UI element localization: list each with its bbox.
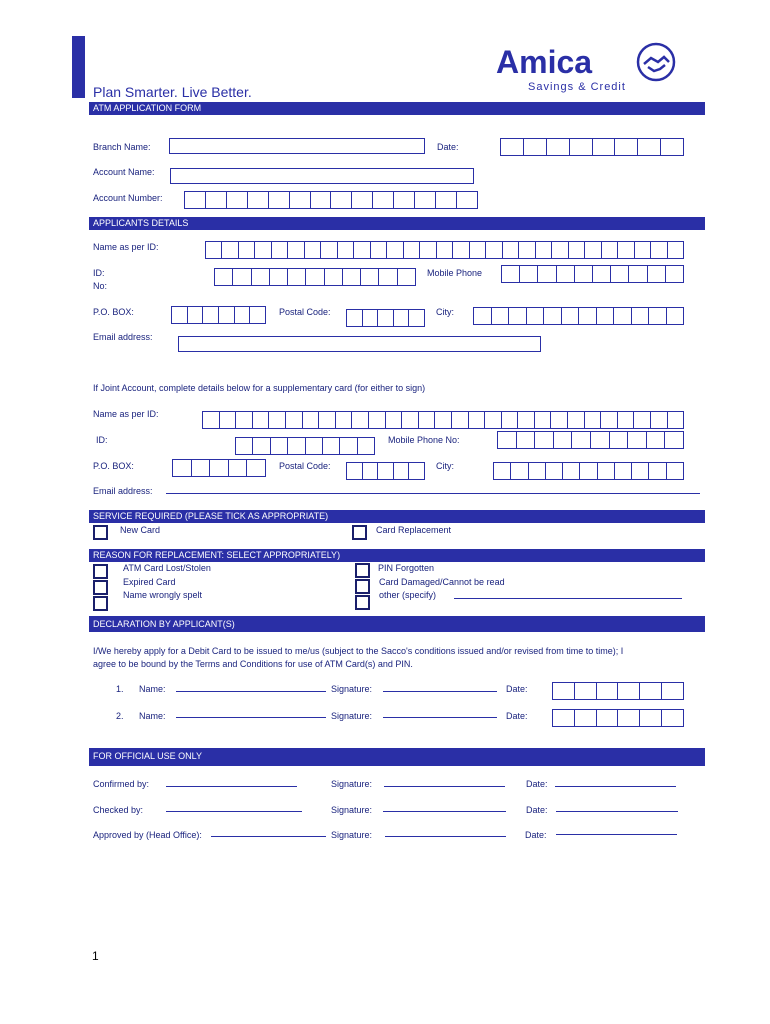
applicant2-name-line[interactable] xyxy=(176,717,326,718)
approved-by-label: Approved by (Head Office): xyxy=(93,830,202,840)
applicant2-signature-label: Signature: xyxy=(331,711,373,721)
account-number-label: Account Number: xyxy=(93,193,163,203)
card-lost-checkbox[interactable] xyxy=(93,564,108,579)
joint-po-box-boxes[interactable] xyxy=(172,459,266,477)
mobile-phone-boxes[interactable] xyxy=(501,265,684,283)
card-damaged-checkbox[interactable] xyxy=(355,579,370,594)
expired-card-label: Expired Card xyxy=(123,577,176,587)
city-boxes[interactable] xyxy=(473,307,684,325)
applicant2-signature-line[interactable] xyxy=(383,717,497,718)
checked-date-label: Date: xyxy=(526,805,548,815)
id-no-label: No: xyxy=(93,281,108,291)
other-specify-line[interactable] xyxy=(454,598,682,599)
postal-code-boxes[interactable] xyxy=(346,309,425,327)
applicant1-date-boxes[interactable] xyxy=(552,682,684,700)
joint-postal-code-label: Postal Code: xyxy=(279,461,331,471)
checked-signature-label: Signature: xyxy=(331,805,373,815)
section-declaration: DECLARATION BY APPLICANT(S) xyxy=(89,616,705,632)
page-number: 1 xyxy=(92,949,99,963)
confirmed-signature-line[interactable] xyxy=(384,786,505,787)
declaration-text-line2: agree to be bound by the Terms and Conditions for use of ATM Card(s) and PIN. xyxy=(93,659,413,669)
other-specify-label: other (specify) xyxy=(379,590,437,600)
approved-by-line[interactable] xyxy=(211,836,326,837)
joint-po-box-label: P.O. BOX: xyxy=(93,461,134,471)
brand-subtitle: Savings & Credit xyxy=(528,81,626,93)
brand-logo-text: Amica xyxy=(496,44,593,80)
section-service-required: SERVICE REQUIRED (PLEASE TICK AS APPROPRIATE) xyxy=(89,510,705,523)
account-number-boxes[interactable] xyxy=(184,191,478,209)
name-misspelt-label: Name wrongly spelt xyxy=(123,590,203,600)
joint-mobile-phone-boxes[interactable] xyxy=(497,431,684,449)
postal-code-label: Postal Code: xyxy=(279,307,331,317)
po-box-label: P.O. BOX: xyxy=(93,307,134,317)
checked-date-line[interactable] xyxy=(556,811,678,812)
section-atm-application: ATM APPLICATION FORM xyxy=(89,102,705,115)
joint-mobile-phone-label: Mobile Phone No: xyxy=(388,435,460,445)
email-label: Email address: xyxy=(93,332,153,342)
checked-signature-line[interactable] xyxy=(383,811,506,812)
date-boxes[interactable] xyxy=(500,138,684,156)
joint-email-line[interactable] xyxy=(166,493,700,494)
applicant2-date-label: Date: xyxy=(506,711,528,721)
applicant1-date-label: Date: xyxy=(506,684,528,694)
declaration-text-line1: I/We hereby apply for a Debit Card to be issued to me/us (subject to the Sacco's conditions issued and/or revised from time to time); I xyxy=(93,646,624,656)
applicant1-number: 1. xyxy=(116,684,124,694)
name-misspelt-checkbox[interactable] xyxy=(93,596,108,611)
card-replacement-checkbox[interactable] xyxy=(352,525,367,540)
name-as-per-id-boxes[interactable] xyxy=(205,241,684,259)
joint-postal-code-boxes[interactable] xyxy=(346,462,425,480)
joint-name-as-per-id-label: Name as per ID: xyxy=(93,409,159,419)
section-reason-replacement: REASON FOR REPLACEMENT: SELECT APPROPRIATELY) xyxy=(89,549,705,562)
confirmed-by-line[interactable] xyxy=(166,786,297,787)
id-label: ID: xyxy=(93,268,105,278)
applicant1-signature-label: Signature: xyxy=(331,684,373,694)
joint-id-label: ID: xyxy=(96,435,108,445)
mobile-phone-label: Mobile Phone xyxy=(427,268,483,278)
handshake-logo-icon xyxy=(636,42,676,82)
po-box-boxes[interactable] xyxy=(171,306,266,324)
new-card-label: New Card xyxy=(120,525,161,535)
joint-account-note: If Joint Account, complete details below for a supplementary card (for either to sign) xyxy=(93,383,426,393)
approved-signature-line[interactable] xyxy=(385,836,506,837)
pin-forgotten-label: PIN Forgotten xyxy=(378,563,435,573)
confirmed-date-line[interactable] xyxy=(555,786,676,787)
date-label: Date: xyxy=(437,142,459,152)
joint-city-label: City: xyxy=(436,461,454,471)
account-name-field[interactable] xyxy=(170,168,474,184)
section-applicants-details: APPLICANTS DETAILS xyxy=(89,217,705,230)
id-number-boxes[interactable] xyxy=(214,268,416,286)
joint-name-as-per-id-boxes[interactable] xyxy=(202,411,684,429)
approved-signature-label: Signature: xyxy=(331,830,373,840)
name-as-per-id-label: Name as per ID: xyxy=(93,242,159,252)
pin-forgotten-checkbox[interactable] xyxy=(355,563,370,578)
confirmed-date-label: Date: xyxy=(526,779,548,789)
approved-date-label: Date: xyxy=(525,830,547,840)
applicant1-name-line[interactable] xyxy=(176,691,326,692)
applicant1-signature-line[interactable] xyxy=(383,691,497,692)
confirmed-signature-label: Signature: xyxy=(331,779,373,789)
confirmed-by-label: Confirmed by: xyxy=(93,779,150,789)
city-label: City: xyxy=(436,307,454,317)
other-specify-checkbox[interactable] xyxy=(355,595,370,610)
checked-by-label: Checked by: xyxy=(93,805,144,815)
expired-card-checkbox[interactable] xyxy=(93,580,108,595)
tagline: Plan Smarter. Live Better. xyxy=(93,84,252,100)
new-card-checkbox[interactable] xyxy=(93,525,108,540)
checked-by-line[interactable] xyxy=(166,811,302,812)
branch-name-field[interactable] xyxy=(169,138,425,154)
email-field[interactable] xyxy=(178,336,541,352)
applicant2-number: 2. xyxy=(116,711,124,721)
applicant2-date-boxes[interactable] xyxy=(552,709,684,727)
joint-id-boxes[interactable] xyxy=(235,437,375,455)
branch-name-label: Branch Name: xyxy=(93,142,151,152)
card-damaged-label: Card Damaged/Cannot be read xyxy=(379,577,505,587)
header-bar-mark xyxy=(72,36,85,98)
applicant1-name-label: Name: xyxy=(139,684,166,694)
card-lost-label: ATM Card Lost/Stolen xyxy=(123,563,211,573)
approved-date-line[interactable] xyxy=(556,834,677,835)
applicant2-name-label: Name: xyxy=(139,711,166,721)
card-replacement-label: Card Replacement xyxy=(376,525,452,535)
joint-email-label: Email address: xyxy=(93,486,153,496)
account-name-label: Account Name: xyxy=(93,167,155,177)
section-official-use: FOR OFFICIAL USE ONLY xyxy=(89,748,705,766)
joint-city-boxes[interactable] xyxy=(493,462,684,480)
